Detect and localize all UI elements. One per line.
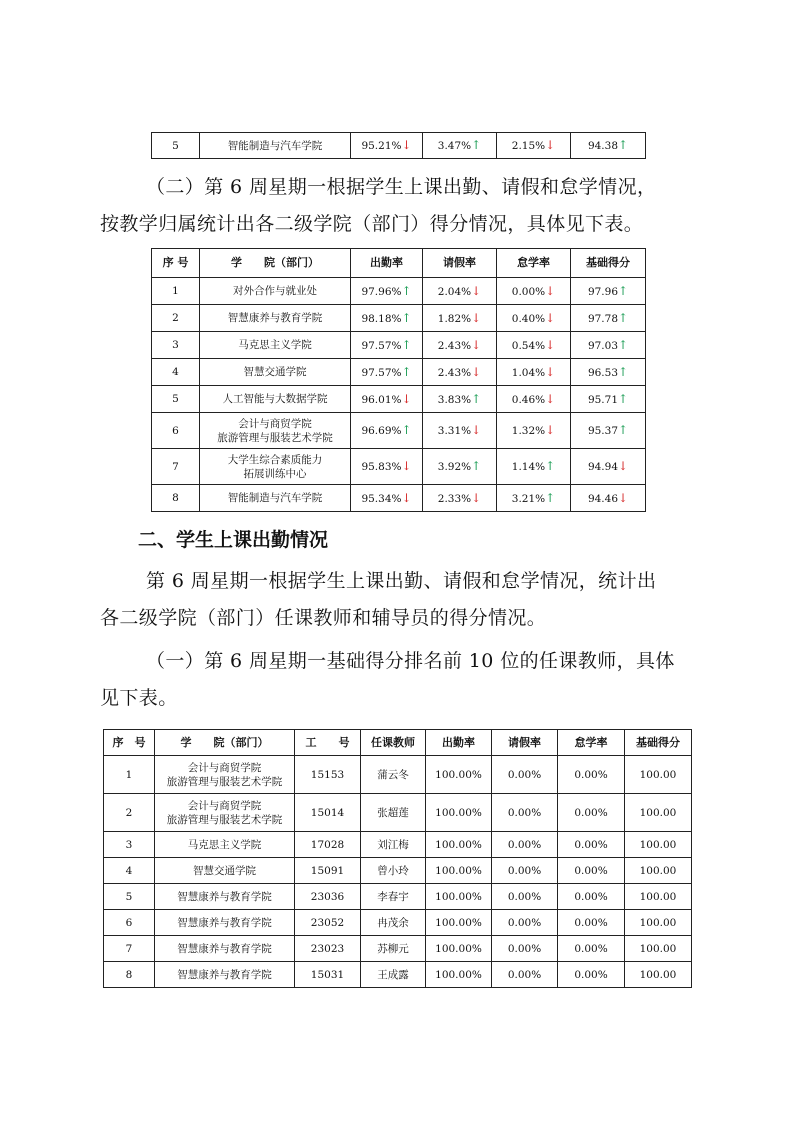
arrow-down-icon: ↓ bbox=[545, 138, 556, 152]
dept-name-cell bbox=[155, 858, 295, 884]
skip-rate: 0.00% bbox=[558, 962, 625, 988]
arrow-down-icon: ↓ bbox=[545, 364, 556, 379]
dept-name: 智能制造与汽车学院 bbox=[200, 133, 351, 159]
header-cell: 基础得分 bbox=[571, 249, 646, 278]
leave-rate: 0.00% bbox=[492, 794, 558, 832]
leave-rate: 0.00% bbox=[492, 962, 558, 988]
paragraph-line: 见下表。 bbox=[100, 687, 178, 709]
arrow-up-icon: ↑ bbox=[471, 391, 482, 406]
skip-rate: 0.00% bbox=[558, 794, 625, 832]
row-number: 1 bbox=[152, 278, 200, 305]
arrow-down-icon: ↓ bbox=[471, 423, 482, 437]
arrow-down-icon: ↓ bbox=[618, 459, 629, 473]
dept-name: 对外合作与就业处 bbox=[233, 285, 317, 297]
arrow-up-icon: ↑ bbox=[471, 459, 482, 473]
table-row bbox=[152, 133, 646, 159]
staff-id: 15014 bbox=[295, 794, 361, 832]
skip-rate: 0.00% bbox=[558, 832, 625, 858]
attendance-rate: 100.00% bbox=[426, 962, 492, 988]
attendance-rate: 95.83% bbox=[361, 461, 402, 473]
arrow-up-icon: ↑ bbox=[618, 423, 629, 437]
arrow-up-icon: ↑ bbox=[545, 459, 556, 473]
skip-rate: 0.00% bbox=[511, 285, 546, 298]
teacher-name: 刘江梅 bbox=[361, 832, 426, 858]
teacher-name: 李春宇 bbox=[361, 884, 426, 910]
row-number: 5 bbox=[152, 386, 200, 413]
base-score: 97.96 bbox=[587, 285, 618, 298]
teacher-score-table bbox=[103, 729, 692, 988]
skip-rate: 0.40% bbox=[511, 312, 546, 325]
dept-name: 大学生综合素质能力 bbox=[227, 453, 323, 466]
base-score: 100.00 bbox=[625, 756, 692, 794]
header-cell: 序 号 bbox=[104, 730, 155, 756]
arrow-down-icon: ↓ bbox=[545, 423, 556, 437]
attendance-rate: 100.00% bbox=[426, 832, 492, 858]
arrow-up-icon: ↑ bbox=[618, 283, 629, 298]
leave-rate: 0.00% bbox=[492, 884, 558, 910]
teacher-name: 苏柳元 bbox=[361, 936, 426, 962]
dept-name-cell bbox=[200, 359, 351, 386]
base-score: 100.00 bbox=[625, 794, 692, 832]
dept-name-line2: 旅游管理与服装艺术学院 bbox=[217, 431, 333, 444]
dept-name-line2: 拓展训练中心 bbox=[243, 467, 307, 480]
dept-name-cell bbox=[200, 278, 351, 305]
leave-rate: 0.00% bbox=[492, 910, 558, 936]
leave-rate: 0.00% bbox=[492, 756, 558, 794]
arrow-down-icon: ↓ bbox=[471, 364, 482, 379]
dept-name: 会计与商贸学院 bbox=[187, 761, 262, 774]
dept-name: 智慧交通学院 bbox=[193, 864, 256, 877]
dept-name-cell bbox=[155, 936, 295, 962]
staff-id: 23036 bbox=[295, 884, 361, 910]
arrow-down-icon: ↓ bbox=[401, 490, 412, 505]
row-number: 7 bbox=[152, 449, 200, 485]
base-score: 95.37 bbox=[587, 425, 618, 437]
row-number: 2 bbox=[152, 305, 200, 332]
row-number: 5 bbox=[104, 884, 155, 910]
table-row bbox=[104, 794, 692, 832]
table-row bbox=[104, 910, 692, 936]
dept-name: 智慧康养与教育学院 bbox=[177, 916, 272, 929]
base-score: 100.00 bbox=[625, 884, 692, 910]
dept-name-cell bbox=[155, 962, 295, 988]
dept-name: 智慧康养与教育学院 bbox=[177, 968, 272, 981]
table-header-row bbox=[152, 249, 646, 278]
skip-rate: 0.00% bbox=[558, 756, 625, 794]
dept-name-cell bbox=[200, 305, 351, 332]
attendance-rate: 95.21% bbox=[361, 140, 402, 152]
base-score: 100.00 bbox=[625, 962, 692, 988]
base-score: 100.00 bbox=[625, 910, 692, 936]
arrow-up-icon: ↑ bbox=[401, 423, 412, 437]
top-table bbox=[151, 132, 646, 159]
paragraph-line: 各二级学院（部门）任课教师和辅导员的得分情况。 bbox=[100, 607, 547, 629]
header-cell: 请假率 bbox=[423, 249, 497, 278]
skip-rate: 1.04% bbox=[511, 366, 546, 379]
leave-rate: 3.92% bbox=[437, 461, 472, 473]
row-number: 4 bbox=[104, 858, 155, 884]
base-score: 100.00 bbox=[625, 832, 692, 858]
leave-rate: 2.43% bbox=[437, 339, 472, 352]
header-cell: 怠学率 bbox=[497, 249, 571, 278]
base-score: 94.46 bbox=[587, 492, 618, 505]
base-score: 100.00 bbox=[625, 858, 692, 884]
arrow-down-icon: ↓ bbox=[471, 283, 482, 298]
base-score: 96.53 bbox=[587, 366, 618, 379]
header-cell: 怠学率 bbox=[558, 730, 625, 756]
row-number: 4 bbox=[152, 359, 200, 386]
paragraph-line: 第 6 周星期一根据学生上课出勤、请假和怠学情况，统计出 bbox=[146, 570, 657, 592]
arrow-up-icon: ↑ bbox=[618, 364, 629, 379]
paragraph-line: （二）第 6 周星期一根据学生上课出勤、请假和怠学情况， bbox=[146, 176, 657, 198]
header-cell: 请假率 bbox=[492, 730, 558, 756]
skip-rate: 0.00% bbox=[558, 884, 625, 910]
dept-name: 会计与商贸学院 bbox=[238, 417, 312, 430]
dept-name: 智慧交通学院 bbox=[243, 366, 307, 378]
table-row bbox=[104, 936, 692, 962]
attendance-rate: 100.00% bbox=[426, 936, 492, 962]
row-number: 5 bbox=[152, 133, 200, 159]
row-number: 7 bbox=[104, 936, 155, 962]
staff-id: 15153 bbox=[295, 756, 361, 794]
table-row bbox=[152, 449, 646, 485]
attendance-rate: 98.18% bbox=[361, 312, 402, 325]
arrow-up-icon: ↑ bbox=[545, 490, 556, 505]
dept-name: 智慧康养与教育学院 bbox=[177, 890, 272, 903]
arrow-down-icon: ↓ bbox=[471, 490, 482, 505]
table-row bbox=[104, 832, 692, 858]
dept-name-line2: 旅游管理与服装艺术学院 bbox=[166, 813, 283, 826]
table-row bbox=[104, 884, 692, 910]
table-row bbox=[104, 858, 692, 884]
arrow-down-icon: ↓ bbox=[545, 310, 556, 325]
base-score: 95.71 bbox=[587, 393, 618, 406]
table-row bbox=[152, 413, 646, 449]
leave-rate: 0.00% bbox=[492, 858, 558, 884]
skip-rate: 0.46% bbox=[511, 393, 546, 406]
teacher-name: 张超莲 bbox=[361, 794, 426, 832]
dept-name: 智能制造与汽车学院 bbox=[227, 492, 323, 504]
arrow-down-icon: ↓ bbox=[545, 337, 556, 352]
header-cell: 工 号 bbox=[295, 730, 361, 756]
arrow-up-icon: ↑ bbox=[618, 391, 629, 406]
staff-id: 15091 bbox=[295, 858, 361, 884]
header-cell: 学 院（部门） bbox=[155, 730, 295, 756]
table-header-row bbox=[104, 730, 692, 756]
dept-score-table bbox=[151, 248, 646, 512]
arrow-down-icon: ↓ bbox=[401, 391, 412, 406]
dept-name: 马克思主义学院 bbox=[187, 838, 262, 851]
table-row bbox=[104, 756, 692, 794]
leave-rate: 1.82% bbox=[437, 312, 472, 325]
attendance-rate: 97.57% bbox=[361, 339, 402, 352]
base-score: 100.00 bbox=[625, 936, 692, 962]
row-number: 1 bbox=[104, 756, 155, 794]
table-row bbox=[152, 386, 646, 413]
table-row bbox=[152, 359, 646, 386]
arrow-down-icon: ↓ bbox=[545, 283, 556, 298]
header-cell: 出勤率 bbox=[351, 249, 423, 278]
dept-name-cell bbox=[200, 449, 351, 485]
arrow-up-icon: ↑ bbox=[618, 310, 629, 325]
attendance-rate: 97.96% bbox=[361, 285, 402, 298]
arrow-down-icon: ↓ bbox=[471, 310, 482, 325]
dept-name-cell bbox=[155, 756, 295, 794]
dept-name: 会计与商贸学院 bbox=[187, 799, 262, 812]
teacher-name: 蒲云冬 bbox=[361, 756, 426, 794]
header-cell: 学 院（部门） bbox=[200, 249, 351, 278]
arrow-up-icon: ↑ bbox=[618, 138, 629, 152]
attendance-rate: 96.01% bbox=[361, 393, 402, 406]
base-score: 97.78 bbox=[587, 312, 618, 325]
arrow-up-icon: ↑ bbox=[618, 337, 629, 352]
row-number: 6 bbox=[152, 413, 200, 449]
table-row bbox=[104, 962, 692, 988]
leave-rate: 2.33% bbox=[437, 492, 472, 505]
leave-rate: 3.31% bbox=[437, 425, 472, 437]
header-cell: 出勤率 bbox=[426, 730, 492, 756]
table-row bbox=[152, 278, 646, 305]
arrow-up-icon: ↑ bbox=[401, 310, 412, 325]
skip-rate: 2.15% bbox=[511, 140, 546, 152]
dept-name: 人工智能与大数据学院 bbox=[222, 393, 328, 405]
arrow-up-icon: ↑ bbox=[471, 138, 482, 152]
dept-name-cell bbox=[155, 832, 295, 858]
attendance-rate: 97.57% bbox=[361, 366, 402, 379]
dept-name-cell bbox=[200, 485, 351, 512]
header-cell: 基础得分 bbox=[625, 730, 692, 756]
arrow-up-icon: ↑ bbox=[401, 337, 412, 352]
leave-rate: 0.00% bbox=[492, 832, 558, 858]
leave-rate: 2.43% bbox=[437, 366, 472, 379]
attendance-rate: 100.00% bbox=[426, 794, 492, 832]
dept-name: 马克思主义学院 bbox=[238, 339, 312, 351]
base-score: 94.94 bbox=[587, 461, 618, 473]
table-row bbox=[152, 332, 646, 359]
row-number: 8 bbox=[152, 485, 200, 512]
row-number: 2 bbox=[104, 794, 155, 832]
row-number: 3 bbox=[152, 332, 200, 359]
arrow-up-icon: ↑ bbox=[401, 364, 412, 379]
skip-rate: 1.32% bbox=[511, 425, 546, 437]
attendance-rate: 100.00% bbox=[426, 884, 492, 910]
row-number: 6 bbox=[104, 910, 155, 936]
paragraph-line: （一）第 6 周星期一基础得分排名前 10 位的任课教师，具体 bbox=[146, 650, 675, 672]
skip-rate: 0.00% bbox=[558, 858, 625, 884]
table-row bbox=[152, 305, 646, 332]
staff-id: 23023 bbox=[295, 936, 361, 962]
dept-name-cell bbox=[155, 884, 295, 910]
dept-name: 智慧康养与教育学院 bbox=[227, 312, 323, 324]
arrow-down-icon: ↓ bbox=[471, 337, 482, 352]
leave-rate: 0.00% bbox=[492, 936, 558, 962]
leave-rate: 3.47% bbox=[437, 140, 472, 152]
staff-id: 23052 bbox=[295, 910, 361, 936]
skip-rate: 1.14% bbox=[511, 461, 546, 473]
leave-rate: 3.83% bbox=[437, 393, 472, 406]
leave-rate: 2.04% bbox=[437, 285, 472, 298]
arrow-down-icon: ↓ bbox=[401, 138, 412, 152]
teacher-name: 曾小玲 bbox=[361, 858, 426, 884]
staff-id: 17028 bbox=[295, 832, 361, 858]
dept-name-cell bbox=[155, 794, 295, 832]
teacher-name: 王成露 bbox=[361, 962, 426, 988]
arrow-down-icon: ↓ bbox=[618, 490, 629, 505]
table-row bbox=[152, 485, 646, 512]
row-number: 3 bbox=[104, 832, 155, 858]
dept-name: 智慧康养与教育学院 bbox=[177, 942, 272, 955]
dept-name-cell bbox=[200, 332, 351, 359]
attendance-rate: 96.69% bbox=[361, 425, 402, 437]
skip-rate: 0.54% bbox=[511, 339, 546, 352]
attendance-rate: 100.00% bbox=[426, 756, 492, 794]
header-cell: 任课教师 bbox=[361, 730, 426, 756]
skip-rate: 0.00% bbox=[558, 936, 625, 962]
arrow-down-icon: ↓ bbox=[401, 459, 412, 473]
teacher-name: 冉茂余 bbox=[361, 910, 426, 936]
base-score: 97.03 bbox=[587, 339, 618, 352]
dept-name-cell bbox=[200, 413, 351, 449]
paragraph-line: 按教学归属统计出各二级学院（部门）得分情况，具体见下表。 bbox=[100, 213, 644, 235]
header-cell: 序 号 bbox=[152, 249, 200, 278]
dept-name-cell bbox=[200, 386, 351, 413]
attendance-rate: 95.34% bbox=[361, 492, 402, 505]
attendance-rate: 100.00% bbox=[426, 858, 492, 884]
staff-id: 15031 bbox=[295, 962, 361, 988]
dept-name-line2: 旅游管理与服装艺术学院 bbox=[166, 775, 283, 788]
arrow-down-icon: ↓ bbox=[545, 391, 556, 406]
dept-name-cell bbox=[155, 910, 295, 936]
skip-rate: 3.21% bbox=[511, 492, 546, 505]
row-number: 8 bbox=[104, 962, 155, 988]
section-heading: 二、学生上课出勤情况 bbox=[138, 529, 329, 551]
base-score: 94.38 bbox=[587, 140, 618, 152]
skip-rate: 0.00% bbox=[558, 910, 625, 936]
attendance-rate: 100.00% bbox=[426, 910, 492, 936]
arrow-up-icon: ↑ bbox=[401, 283, 412, 298]
